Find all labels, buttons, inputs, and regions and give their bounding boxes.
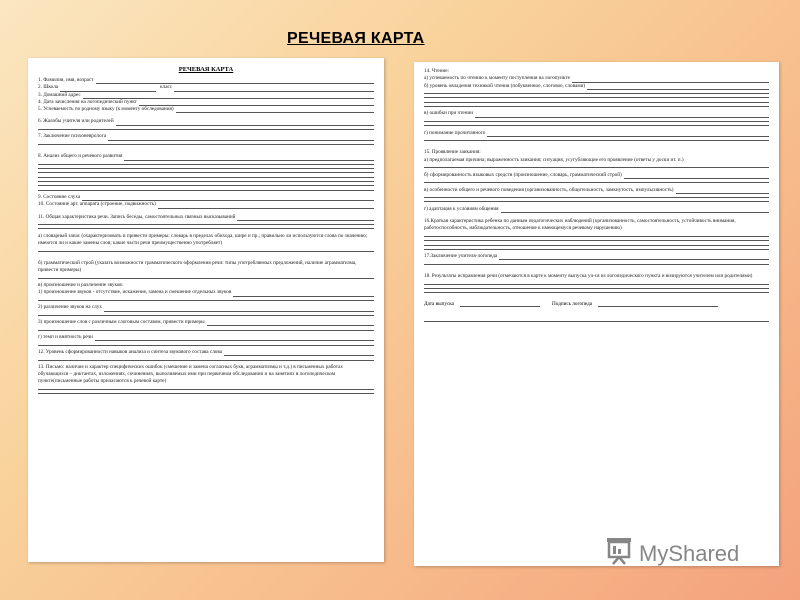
section-7: 7. Заключение психоневролога: [38, 133, 374, 145]
section-11v: в) произношение и различение звуков: 1) произношение звуков - отсутствие, искажение, замена и смешение отдельных звуков 2) различение звуков на слух 3) произношение слов с различным слоговым составом, привести примеры г) темп и внятность речи: [38, 282, 374, 346]
section-17: 17.Заключение учителя-логопеда: [424, 253, 769, 265]
section-10: 10. Состояние арт. аппарата (строение, подвижность): [38, 201, 374, 208]
section-8: 8. Анализ общего и речевого развития: [38, 153, 374, 190]
right-document-page: [414, 62, 779, 566]
watermark: [604, 536, 739, 572]
section-11: 11. Общая характеристика речи. Запись беседы, самостоятельных связных высказываний: [38, 214, 374, 230]
presentation-board-icon: [604, 536, 634, 572]
section-12: 12. Уровень сформированности навыков анализа и синтеза звукового состава слова: [38, 349, 374, 361]
field-school: 2. Школа класс: [38, 84, 374, 91]
section-9: 9. Состояние слуха: [38, 194, 374, 201]
section-18: 18. Результаты исправления речи (отмечаются в карте к моменту выпуска уч-ся из логопедического пункта и визируются учителем или родителями): [424, 273, 769, 293]
watermark-text: MyShared: [639, 541, 740, 566]
field-address: 3. Домашний адрес: [38, 92, 374, 99]
section-15: 15. Проявление заикания: а) предполагаемая причина; выраженность заикания; ситуация, усугубляющие его проявление (ответы у доски ит. п.) б) сформированность языковых средств (произношение, словарь, грамматический строй) в) особенности общего и речевого поведения (организованность, общительность, замкнутость, импульсивность) г) адаптация к условиям общения: [424, 149, 769, 213]
field-progress: 5. Успеваемость по родному языку (к моменту обследования): [38, 106, 374, 113]
section-11b: б) грамматический строй (указать возможности грамматического оформления речи: типы употребляемых предложений, наличие аграмматизма, привести примеры): [38, 260, 374, 279]
signature-footer: [424, 301, 769, 307]
sign-label: Подпись логопеда: [552, 301, 593, 308]
section-14: 14. Чтение: а) успеваемость по чтению к моменту поступления на логопункте б) уровень овладения техникой чтения (побуквенное, слоговое, словами) в) ошибки при чтении г) понимание прочитанного: [424, 68, 769, 141]
form-title: РЕЧЕВАЯ КАРТА: [178, 66, 234, 73]
section-13: 13. Письмо: наличие и характер специфических ошибок (смешение и замена согласных букв, аграмматизмы и т.д.) в письменных работах обучающихся – диктантах, изложениях, сочинениях, выполняемых ими при первичном обследовании и на занятиях в логопедическом пункте(письменные работы прилагаются к речевой карте): [38, 364, 374, 394]
field-name-age: 1. Фамилия, имя, возраст: [38, 77, 374, 84]
field-enrollment-date: 4. Дата зачисления на логопедический пункт: [38, 99, 374, 106]
personal-fields: [38, 77, 374, 113]
section-16: 16.Краткая характеристика ребенка по данным педагогических наблюдений (организованность, самостоятельность, устойчивость внимания, работоспособность, наблюдательность, отношение к имеющемуся речевому нарушению): [424, 218, 769, 250]
slide-title: РЕЧЕВАЯ КАРТА: [287, 30, 425, 47]
section-11a: а) словарный запас (охарактеризовать и привести примеры: словарь в пределах обихода, шире и пр.; правильно ли используются слова по значению; имеются ли и какие замены слов; какие части речи преимущественно употребляет): [38, 233, 374, 252]
section-6: 6. Жалобы учителя или родителей: [38, 118, 374, 130]
left-document-page: [28, 58, 384, 562]
date-label: Дата выпуска: [424, 301, 454, 308]
